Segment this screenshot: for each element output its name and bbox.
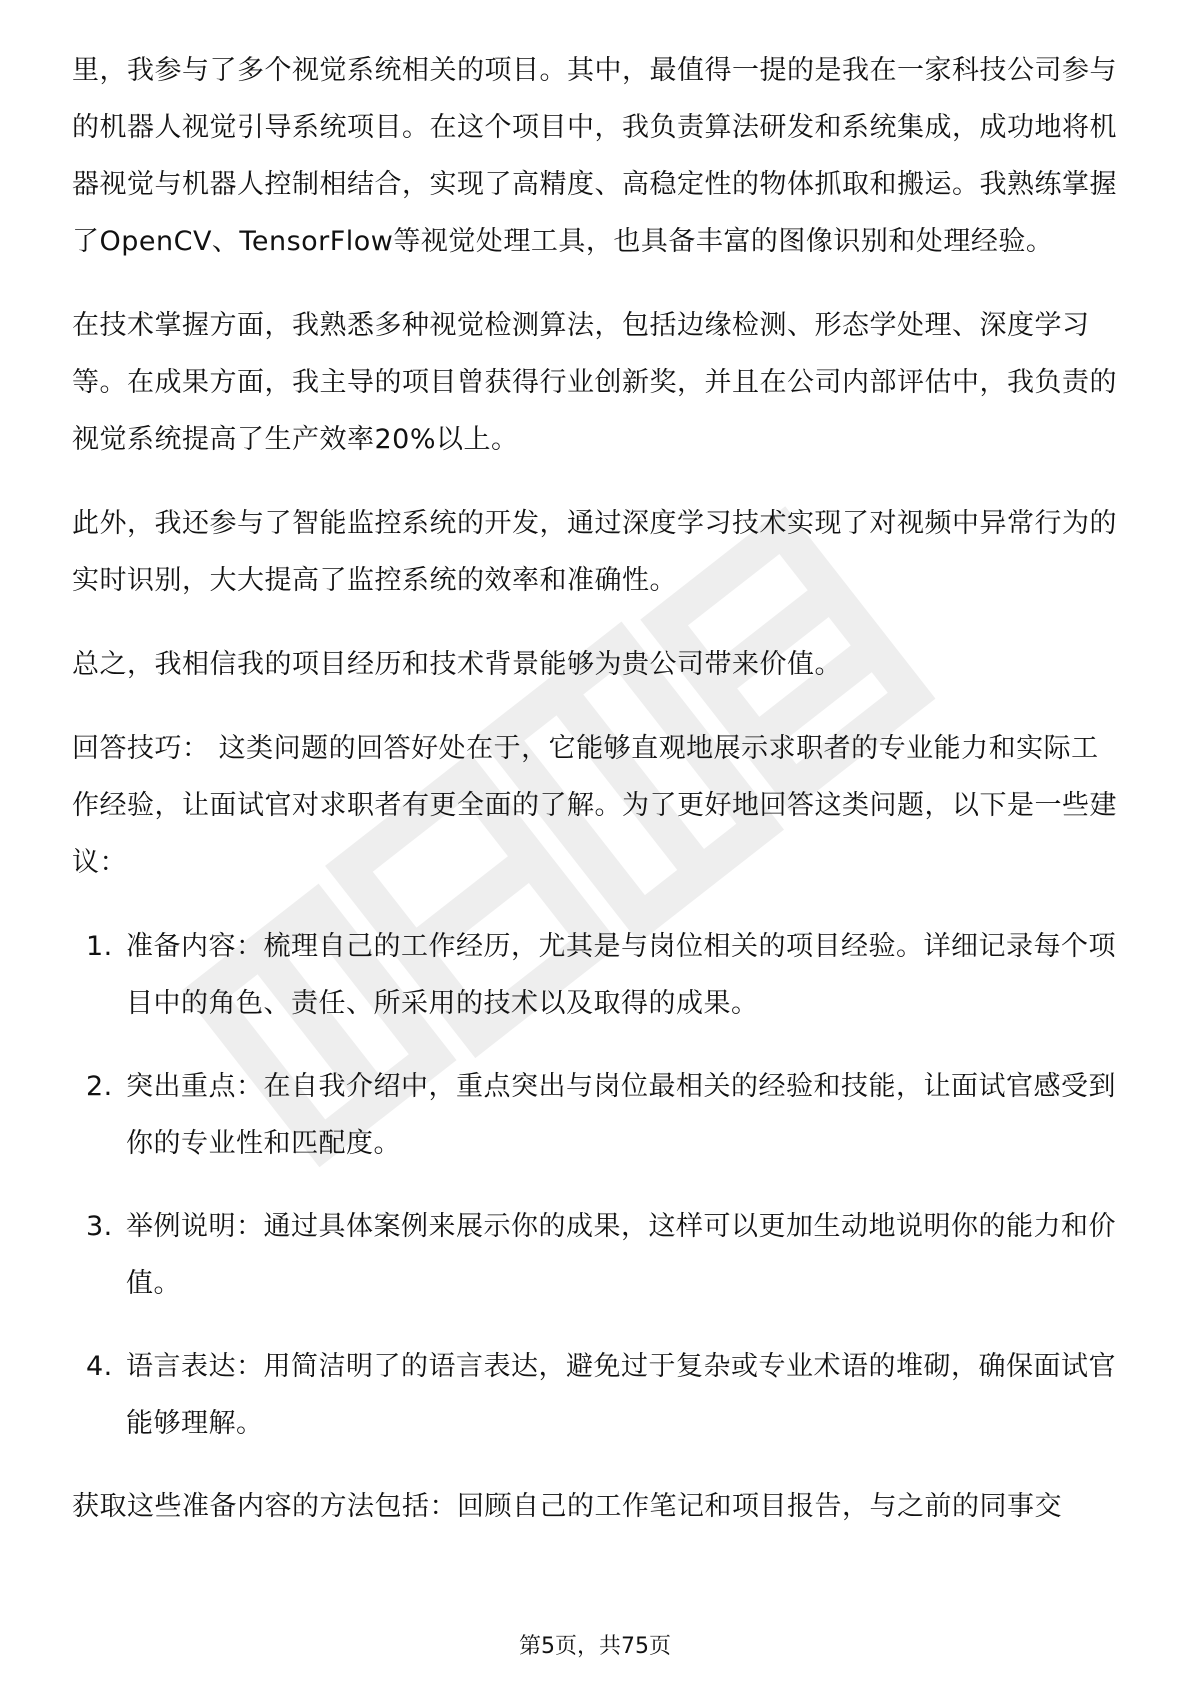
list-item-number: 2. xyxy=(86,1071,113,1102)
list-item xyxy=(72,1058,1122,1172)
list-item xyxy=(72,1338,1122,1452)
list-item-number: 4. xyxy=(86,1351,113,1382)
paragraph-monitoring-system: 此外，我还参与了智能监控系统的开发，通过深度学习技术实现了对视频中异常行为的实时识别，大大提高了监控系统的效率和准确性。 xyxy=(72,508,1117,596)
paragraph-answer-tips: 回答技巧： 这类问题的回答好处在于，它能够直观地展示求职者的专业能力和实际工作经验，让面试官对求职者有更全面的了解。为了更好地回答这类问题，以下是一些建议： xyxy=(72,733,1117,878)
document-body xyxy=(72,42,1122,1535)
list-item-number: 1. xyxy=(86,931,113,962)
paragraph-project-experience: 里，我参与了多个视觉系统相关的项目。其中，最值得一提的是我在一家科技公司参与的机器人视觉引导系统项目。在这个项目中，我负责算法研发和系统集成，成功地将机器视觉与机器人控制相结合，实现了高精度、高稳定性的物体抓取和搬运。我熟练掌握了OpenCV、TensorFlow等视觉处理工具，也具备丰富的图像识别和处理经验。 xyxy=(72,55,1117,257)
paragraph-preparation-methods: 获取这些准备内容的方法包括：回顾自己的工作笔记和项目报告，与之前的同事交 xyxy=(72,1491,1062,1522)
list-item xyxy=(72,1198,1122,1312)
list-item-text: 举例说明：通过具体案例来展示你的成果，这样可以更加生动地说明你的能力和价值。 xyxy=(126,1211,1116,1299)
paragraph-technical-skills: 在技术掌握方面，我熟悉多种视觉检测算法，包括边缘检测、形态学处理、深度学习等。在成果方面，我主导的项目曾获得行业创新奖，并且在公司内部评估中，我负责的视觉系统提高了生产效率20%以上。 xyxy=(72,310,1117,455)
list-item xyxy=(72,918,1122,1032)
list-item-text: 语言表达：用简洁明了的语言表达，避免过于复杂或专业术语的堆砌，确保面试官能够理解。 xyxy=(126,1351,1116,1439)
page-number-footer: 第5页，共75页 xyxy=(519,1634,671,1659)
list-item-text: 准备内容：梳理自己的工作经历，尤其是与岗位相关的项目经验。详细记录每个项目中的角色、责任、所采用的技术以及取得的成果。 xyxy=(126,931,1116,1019)
paragraph-summary: 总之，我相信我的项目经历和技术背景能够为贵公司带来价值。 xyxy=(72,649,842,680)
list-item-number: 3. xyxy=(86,1211,113,1242)
list-item-text: 突出重点：在自我介绍中，重点突出与岗位最相关的经验和技能，让面试官感受到你的专业性和匹配度。 xyxy=(126,1071,1116,1159)
tips-list xyxy=(72,918,1122,1452)
